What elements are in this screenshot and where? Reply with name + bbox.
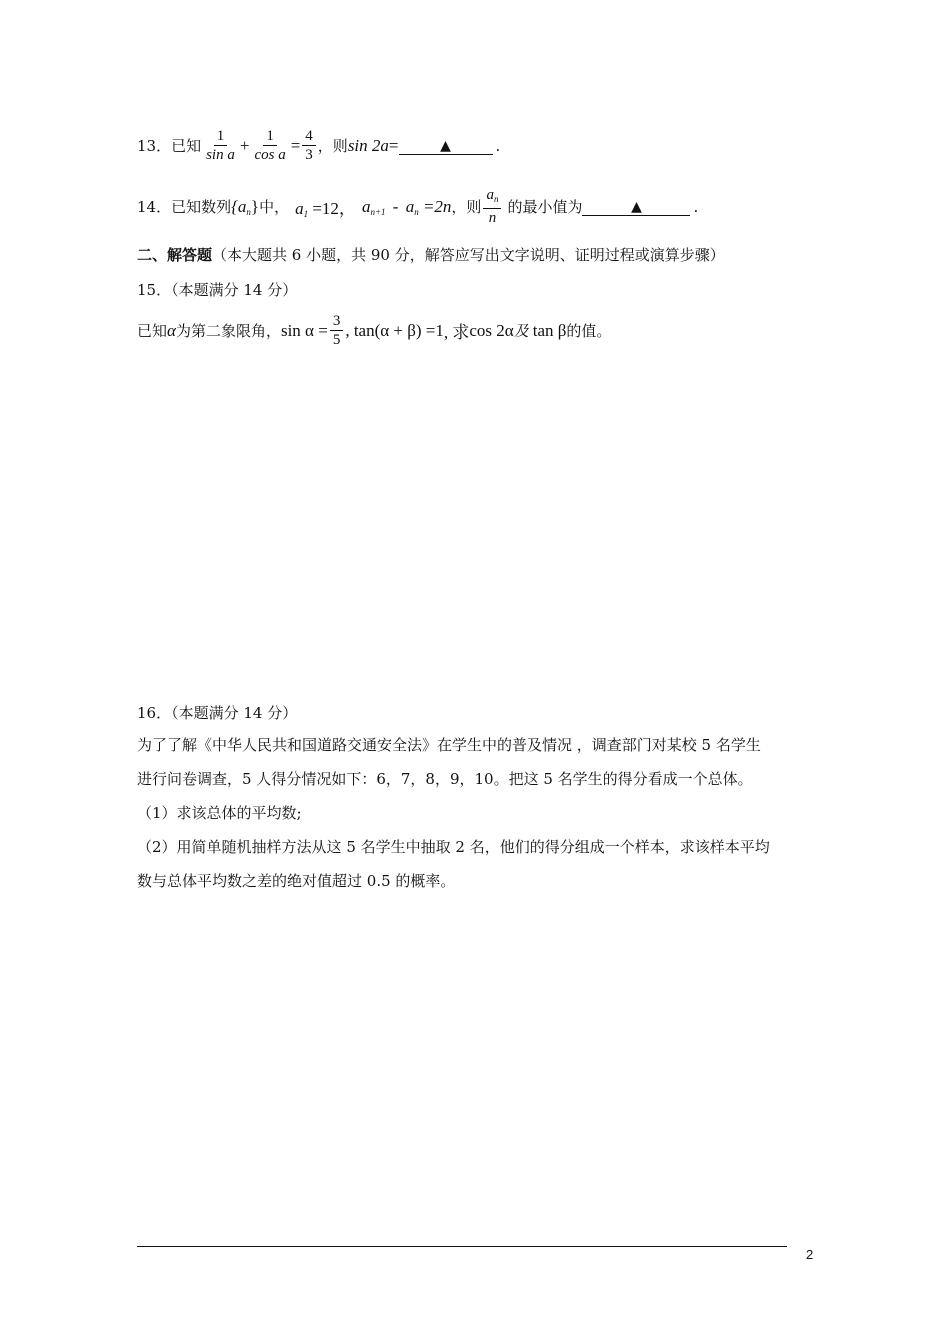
recurrence-equation: $a_{n+1} - a_n =2n$ (361, 196, 452, 217)
question-13: 13．已知 $\frac{1}{\text{sin a}}$ + $\frac{1}{\text{cos a}}$ = $\frac{4}{3}$ ，则 sin 2a = ▲ . (137, 128, 501, 163)
tangent-equation: , tan(α + β) =1 (345, 320, 444, 340)
q14-label: 14．已知数列 (137, 198, 232, 216)
triangle-icon: ▲ (631, 198, 642, 215)
q16-part-1: （1）求该总体的平均数; (137, 804, 302, 822)
q13-expression: sin 2a (347, 135, 389, 155)
question-15-header: 15．（本题满分 14 分） (137, 281, 298, 299)
q16-part-2-cont: 数与总体平均数之差的绝对值超过 0.5 的概率。 (137, 872, 456, 890)
triangle-icon: ▲ (440, 137, 451, 154)
sequence-notation: $\{a_n\}$ (231, 196, 260, 217)
question-16-body (137, 728, 817, 898)
question-16-header: 16．（本题满分 14 分） (137, 704, 298, 722)
fraction-1-over-sin: $\frac{1}{\text{sin a}}$ (206, 128, 235, 163)
fraction-3-over-5: $\frac{3}{5}$ (330, 313, 344, 348)
a1-equation: $a_1 =12$， (295, 199, 356, 219)
cos-2alpha: cos 2α (469, 320, 514, 340)
question-15-body: 已知 α 为第二象限角， sin α = $\frac{3}{5}$ , tan(α + β) =1 , 求 cos 2α 及 tan β 的值。 (137, 313, 612, 348)
fraction-4-over-3: $\frac{4}{3}$ (302, 128, 316, 163)
section-description: （本大题共 6 小题，共 90 分，解答应写出文字说明、证明过程或演算步骤） (212, 246, 725, 264)
q16-line-1: 为了了解《中华人民共和国道路交通安全法》在学生中的普及情况 ，调查部门对某校 5 名学生 (137, 736, 761, 754)
q16-part-2: （2）用简单随机抽样方法从这 5 名学生中抽取 2 名，他们的得分组成一个样本，求该样本平均 (137, 838, 770, 856)
section-heading (137, 244, 725, 265)
section-title: 二、解答题 (137, 246, 213, 264)
answer-blank-13 (399, 137, 493, 155)
question-14: 14．已知数列 $\{a_n\}$ 中， $a_1 =12$， $a_{n+1} - a_n =2n$ ，则 $\frac{a_n}{n}$ 的最小值为 ▲ . (137, 187, 699, 226)
footer-rule (137, 1246, 787, 1247)
answer-blank-14 (582, 198, 690, 216)
q13-label: 13．已知 (137, 137, 202, 155)
fraction-1-over-cos: $\frac{1}{\text{cos a}}$ (254, 128, 286, 163)
q16-line-2: 进行问卷调查，5 人得分情况如下：6，7，8，9，10。把这 5 名学生的得分看成一个总体。 (137, 770, 753, 788)
sine-expression: sin α = (280, 320, 328, 340)
tan-beta: tan β (532, 320, 567, 340)
page-number: 2 (806, 1247, 814, 1262)
fraction-an-over-n: $\frac{a_n}{n}$ (483, 187, 501, 226)
